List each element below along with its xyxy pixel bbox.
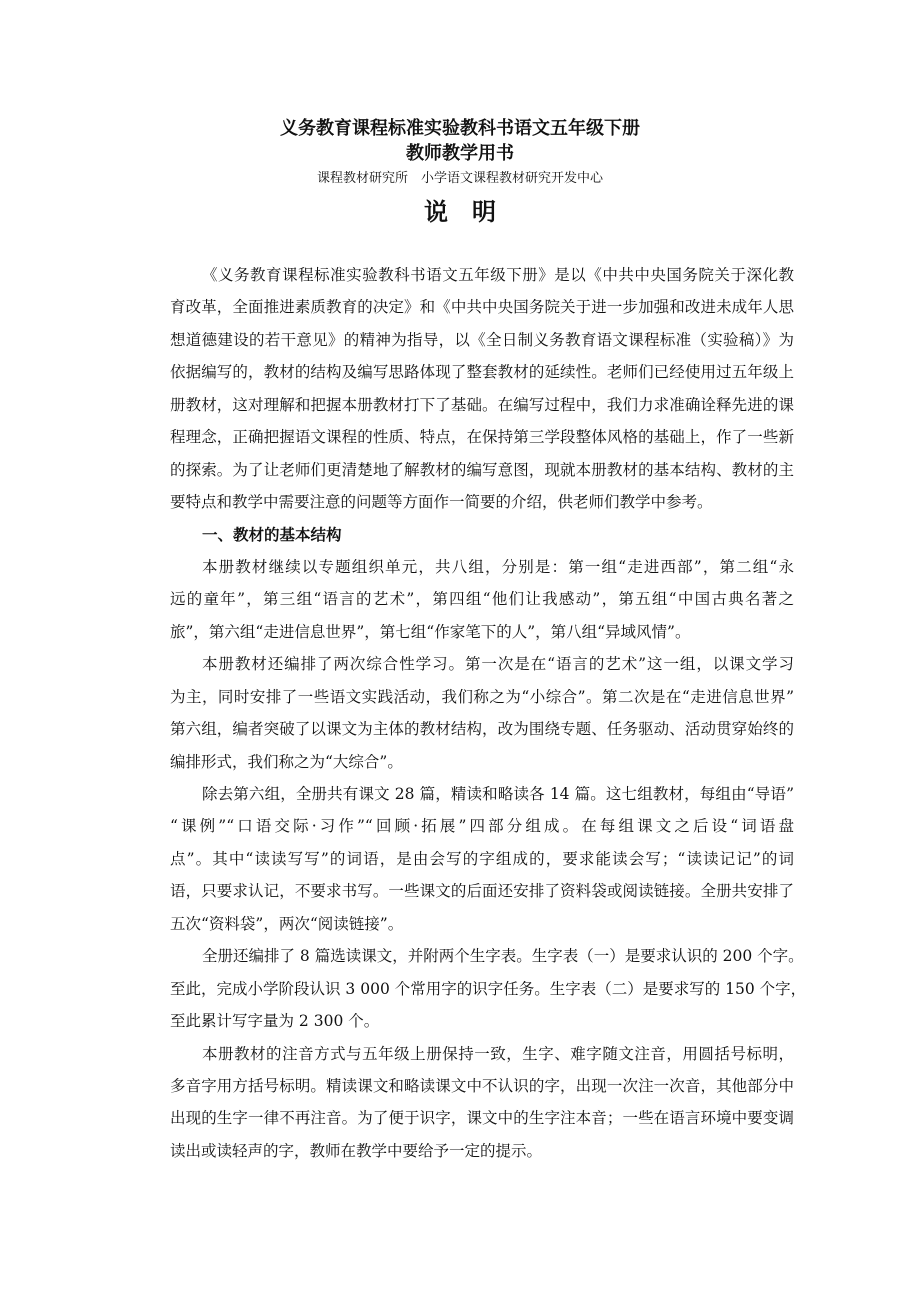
paragraph-line: 多音字用方括号标明。精读课文和略读课文中不认识的字，出现一次注一次音，其他部分中: [170, 1076, 794, 1095]
paragraph-line: 除去第六组，全册共有课文 28 篇，精读和略读各 14 篇。这七组教材，每组由“导语”: [202, 785, 794, 803]
paragraph-line: 依据编写的，教材的结构及编写思路体现了整套教材的延续性。老师们已经使用过五年级上: [170, 363, 794, 382]
document-subtitle: 教师教学用书: [406, 143, 514, 164]
document-title: 义务教育课程标准实验教科书语文五年级下册: [280, 118, 640, 139]
paragraph-line: 五次“资料袋”，两次“阅读链接”。: [170, 914, 404, 933]
paragraph: [170, 778, 794, 940]
paragraph-line: 册教材，这对理解和把握本册教材打下了基础。在编写过程中，我们力求准确诠释先进的课: [170, 395, 794, 414]
paragraph-line: 第六组，编者突破了以课文为主体的教材结构，改为围绕专题、任务驱动、活动贯穿始终的: [170, 720, 794, 739]
paragraph-line: 为主，同时安排了一些语文实践活动，我们称之为“小综合”。第二次是在“走进信息世界”: [170, 687, 794, 706]
paragraph-line: 编排形式，我们称之为“大综合”。: [170, 752, 403, 771]
paragraph-line: 的探索。为了让老师们更清楚地了解教材的编写意图，现就本册教材的基本结构、教材的主: [170, 460, 794, 479]
paragraph-line: 全册还编排了 8 篇选读课文，并附两个生字表。生字表（一）是要求认识的 200 个字。: [202, 947, 804, 966]
paragraph-line: 点”。其中“读读写写”的词语，是由会写的字组成的，要求能读会写；“读读记记”的词: [170, 849, 794, 868]
paragraph-line: 读出或读轻声的字，教师在教学中要给予一定的提示。: [170, 1141, 543, 1160]
section-heading: 说明: [424, 198, 520, 226]
paragraph-line: 至此，完成小学阶段认识 3 000 个常用字的识字任务。生字表（二）是要求写的 150 个字，: [170, 979, 807, 998]
paragraph-line: 出现的生字一律不再注音。为了便于识字，课文中的生字注本音；一些在语言环境中要变调: [170, 1109, 794, 1128]
authors-line: 课程教材研究所 小学语文课程教材研究开发中心: [316, 171, 603, 186]
paragraph-line: 育改革，全面推进素质教育的决定》和《中共中央国务院关于进一步加强和改进未成年人思: [170, 298, 794, 317]
document-body: [170, 259, 807, 1167]
paragraph-line: 要特点和教学中需要注意的问题等方面作一简要的介绍，供老师们教学中参考。: [170, 493, 713, 512]
paragraph-line: 《义务教育课程标准实验教科书语文五年级下册》是以《中共中央国务院关于深化教: [202, 266, 794, 284]
paragraph: [170, 551, 794, 648]
paragraph-line: 程理念，正确把握语文课程的性质、特点，在保持第三学段整体风格的基础上，作了一些新: [170, 428, 794, 447]
paragraph-line: “课例”“口语交际·习作”“回顾·拓展”四部分组成。在每组课文之后设“词语盘: [170, 817, 794, 836]
paragraph-line: 本册教材继续以专题组织单元，共八组，分别是：第一组“走进西部”，第二组“永: [202, 557, 794, 576]
paragraph: [170, 940, 807, 1037]
paragraph-line: 本册教材还编排了两次综合性学习。第一次是在“语言的艺术”这一组，以课文学习: [202, 655, 794, 674]
paragraph-line: 旅”，第六组“走进信息世界”，第七组“作家笔下的人”，第八组“异域风情”。: [170, 622, 691, 641]
paragraph: [170, 648, 794, 778]
subsection-heading: 一、教材的基本结构: [202, 525, 342, 544]
paragraph-line: 想道德建设的若干意见》的精神为指导，以《全日制义务教育语文课程标准（实验稿）》为: [170, 330, 794, 349]
paragraph-line: 本册教材的注音方式与五年级上册保持一致，生字、难字随文注音，用圆括号标明，: [202, 1044, 794, 1063]
paragraph: [170, 259, 794, 519]
paragraph-line: 远的童年”，第三组“语言的艺术”，第四组“他们让我感动”，第五组“中国古典名著之: [170, 590, 794, 609]
paragraph-line: 至此累计写字量为 2 300 个。: [170, 1012, 380, 1031]
paragraph-line: 语，只要求认记，不要求书写。一些课文的后面还安排了资料袋或阅读链接。全册共安排了: [170, 882, 794, 901]
paragraph: [170, 1038, 794, 1168]
